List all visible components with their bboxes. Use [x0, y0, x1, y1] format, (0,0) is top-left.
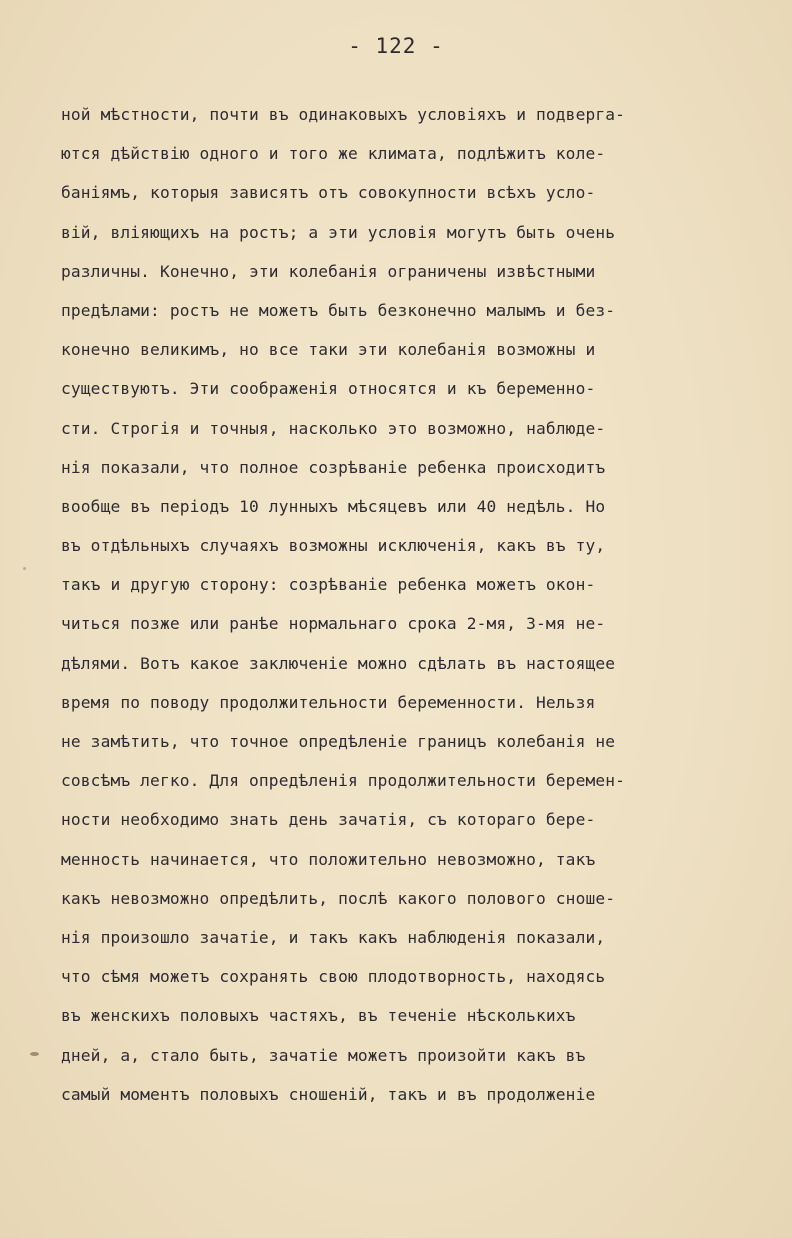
text-line: что сѣмя можетъ сохранять свою плодотворность, находясь: [61, 967, 606, 987]
text-line: вообще въ періодъ 10 лунныхъ мѣсяцевъ или 40 недѣль. Но: [61, 496, 606, 516]
text-line: нія показали, что полное созрѣваніе ребенка происходитъ: [61, 457, 606, 477]
text-line: дней, а, стало быть, зачатіе можетъ произойти какъ въ: [61, 1045, 586, 1065]
text-line: не замѣтить, что точное опредѣленіе границъ колебанія не: [61, 732, 616, 751]
text-line: менность начинается, что положительно невозможно, такъ: [61, 849, 596, 869]
text-line: ной мѣстности, почти въ одинаковыхъ условіяхъ и подверга-: [61, 105, 626, 124]
text-line: читься позже или ранѣе нормальнаго срока 2-мя, 3-мя не-: [61, 614, 606, 634]
ink-spot: [30, 1052, 39, 1056]
text-line: сти. Строгія и точныя, насколько это возможно, наблюде-: [61, 418, 606, 438]
text-line: вій, вліяющихъ на ростъ; а эти условія могутъ быть очень: [61, 222, 616, 242]
text-line: предѣлами: ростъ не можетъ быть безконечно малымъ и без-: [61, 300, 616, 320]
text-line: существуютъ. Эти соображенія относятся и къ беременно-: [61, 379, 596, 399]
text-line: какъ невозможно опредѣлить, послѣ какого полового сноше-: [61, 888, 616, 908]
ink-spot: [23, 567, 26, 570]
text-line: время по поводу продолжительности беременности. Нельзя: [61, 692, 596, 712]
text-line: совсѣмъ легко. Для опредѣленія продолжительности беремен-: [61, 771, 626, 791]
text-line: въ отдѣльныхъ случаяхъ возможны исключенія, какъ въ ту,: [61, 536, 606, 556]
text-line: ности необходимо знать день зачатія, съ котораго бере-: [61, 810, 596, 830]
text-line: дѣлями. Вотъ какое заключеніе можно сдѣлать въ настоящее: [61, 653, 616, 673]
text-line: баніямъ, которыя зависятъ отъ совокупности всѣхъ усло-: [61, 183, 596, 203]
text-line: ются дѣйствію одного и того же климата, подлѣжитъ коле-: [61, 144, 606, 164]
text-line: нія произошло зачатіе, и такъ какъ наблюденія показали,: [61, 927, 606, 947]
text-line: въ женскихъ половыхъ частяхъ, въ теченіе нѣсколькихъ: [61, 1006, 576, 1026]
page-number: - 122 -: [348, 34, 444, 58]
text-line: такъ и другую сторону: созрѣваніе ребенка можетъ окон-: [61, 575, 596, 595]
text-line: конечно великимъ, но все таки эти колебанія возможны и: [61, 340, 596, 360]
text-line: различны. Конечно, эти колебанія ограничены извѣстными: [61, 261, 596, 281]
text-line: самый моментъ половыхъ сношеній, такъ и въ продолженіе: [61, 1084, 596, 1104]
text-body: [61, 95, 781, 1114]
